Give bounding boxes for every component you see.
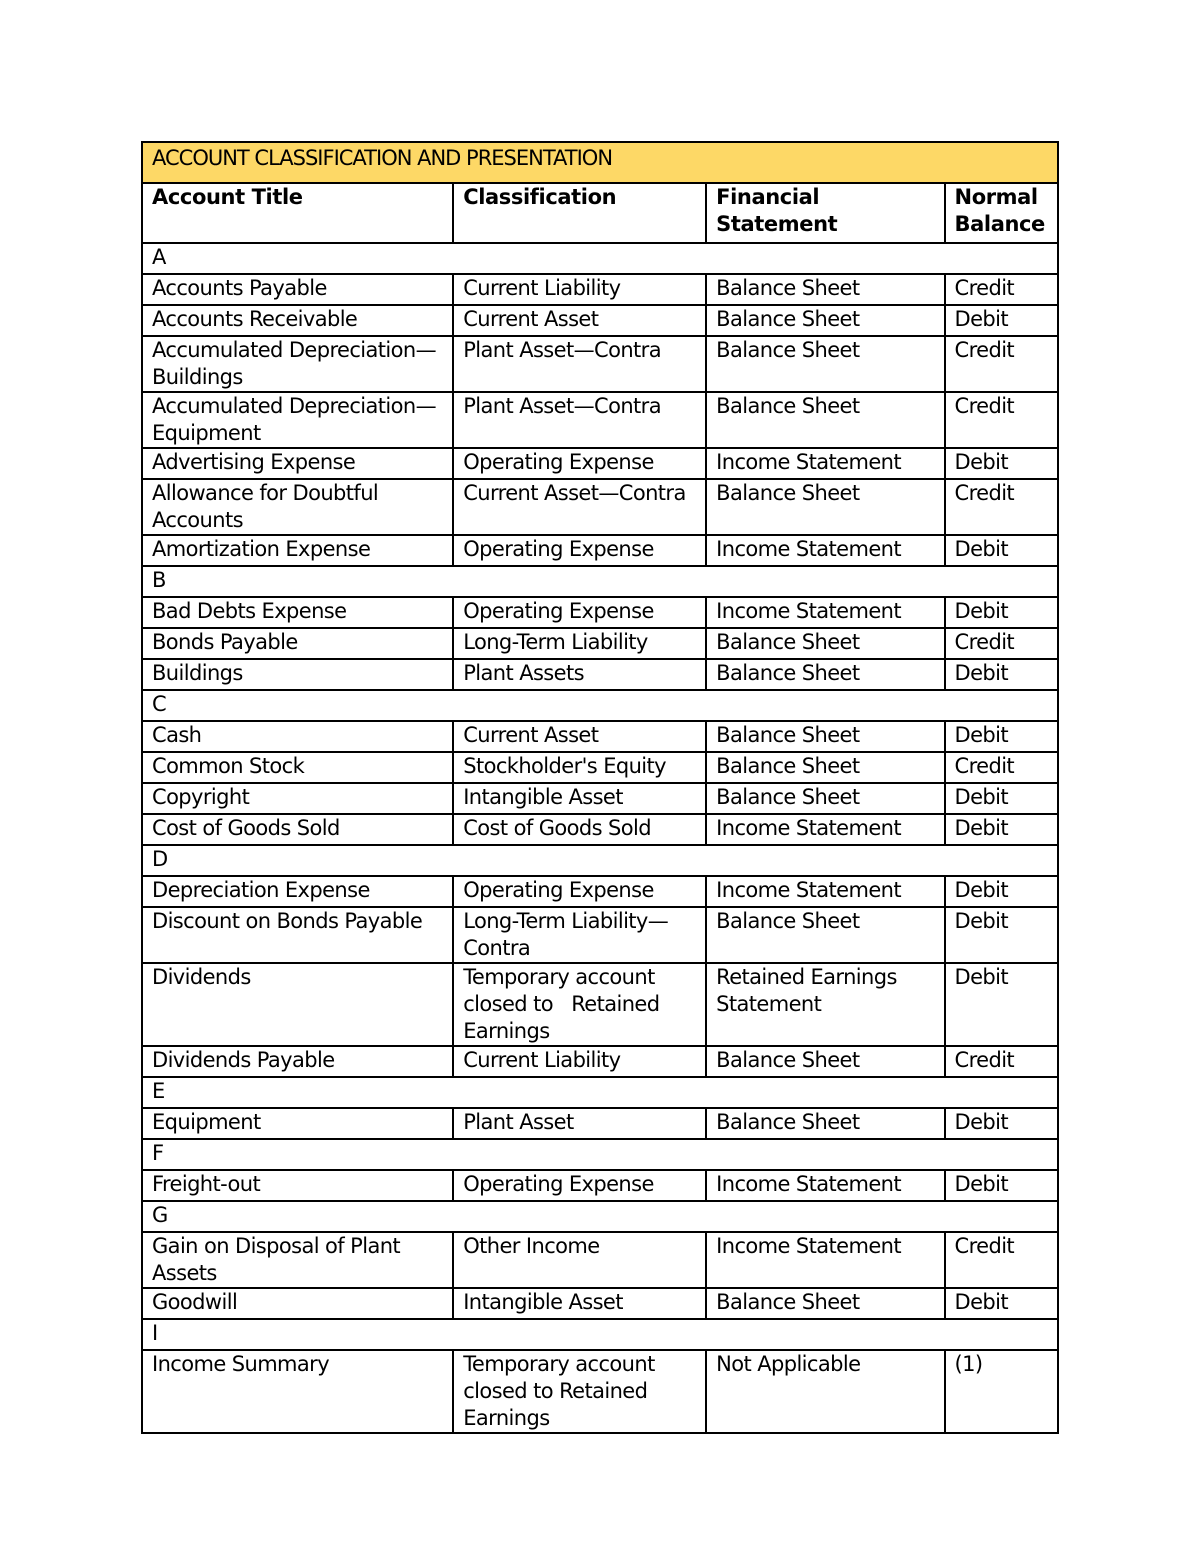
normal-balance-cell: Debit: [945, 659, 1058, 690]
financial-statement-cell: Income Statement: [706, 1170, 944, 1201]
account-title-cell: Accounts Receivable: [142, 305, 453, 336]
table-row: [142, 535, 1058, 566]
financial-statement-cell: Balance Sheet: [706, 1046, 944, 1077]
header-classification-text: Classification: [463, 185, 617, 209]
normal-balance-cell: Credit: [945, 336, 1058, 392]
classification-cell: Other Income: [453, 1232, 706, 1288]
table-row: [142, 392, 1058, 448]
normal-balance-cell: Debit: [945, 814, 1058, 845]
normal-balance-cell: Credit: [945, 1046, 1058, 1077]
table-row: [142, 479, 1058, 535]
normal-balance-cell: Debit: [945, 597, 1058, 628]
financial-statement-cell: Balance Sheet: [706, 628, 944, 659]
table-row: [142, 783, 1058, 814]
classification-cell: Operating Expense: [453, 535, 706, 566]
account-title-cell: Discount on Bonds Payable: [142, 907, 453, 963]
classification-cell: Current Asset: [453, 721, 706, 752]
header-financial-statement: [706, 183, 944, 243]
classification-cell: Plant Asset: [453, 1108, 706, 1139]
account-title-cell: Goodwill: [142, 1288, 453, 1319]
section-letter-row: [142, 1077, 1058, 1108]
account-title-cell: Copyright: [142, 783, 453, 814]
header-financial-statement-line2: Statement: [716, 212, 838, 236]
financial-statement-cell: Balance Sheet: [706, 721, 944, 752]
table-row: [142, 814, 1058, 845]
financial-statement-cell: Balance Sheet: [706, 1108, 944, 1139]
classification-cell: Current Liability: [453, 274, 706, 305]
account-classification-table: [141, 141, 1059, 1434]
normal-balance-cell: Debit: [945, 783, 1058, 814]
account-title-cell: Buildings: [142, 659, 453, 690]
account-title-cell: Cash: [142, 721, 453, 752]
normal-balance-cell: Debit: [945, 1170, 1058, 1201]
classification-cell: Operating Expense: [453, 876, 706, 907]
financial-statement-cell: Balance Sheet: [706, 336, 944, 392]
financial-statement-cell: Income Statement: [706, 597, 944, 628]
financial-statement-cell: Balance Sheet: [706, 907, 944, 963]
account-title-cell: Gain on Disposal of Plant Assets: [142, 1232, 453, 1288]
classification-cell: Plant Asset—Contra: [453, 336, 706, 392]
classification-cell: Long-Term Liability— Contra: [453, 907, 706, 963]
section-letter-row: [142, 1139, 1058, 1170]
header-classification: [453, 183, 706, 243]
section-letter: E: [142, 1077, 1058, 1108]
table-row: [142, 963, 1058, 1046]
header-normal-balance-line1: Normal: [954, 185, 1038, 209]
financial-statement-cell: Balance Sheet: [706, 392, 944, 448]
financial-statement-cell: Balance Sheet: [706, 479, 944, 535]
financial-statement-cell: Balance Sheet: [706, 783, 944, 814]
financial-statement-cell: Income Statement: [706, 814, 944, 845]
account-title-cell: Accumulated Depreciation— Buildings: [142, 336, 453, 392]
classification-cell: Operating Expense: [453, 448, 706, 479]
classification-cell: Temporary account closed to Retained Earnings: [453, 1350, 706, 1433]
classification-cell: Current Asset: [453, 305, 706, 336]
financial-statement-cell: Balance Sheet: [706, 305, 944, 336]
section-letter: B: [142, 566, 1058, 597]
section-letter: G: [142, 1201, 1058, 1232]
table-row: [142, 1170, 1058, 1201]
table-title: ACCOUNT CLASSIFICATION AND PRESENTATION: [142, 142, 1058, 183]
header-row: [142, 183, 1058, 243]
section-letter: F: [142, 1139, 1058, 1170]
normal-balance-cell: Debit: [945, 721, 1058, 752]
classification-cell: Intangible Asset: [453, 783, 706, 814]
normal-balance-cell: Credit: [945, 479, 1058, 535]
header-normal-balance-line2: Balance: [954, 212, 1045, 236]
section-letter-row: [142, 845, 1058, 876]
table-row: [142, 907, 1058, 963]
account-title-cell: Depreciation Expense: [142, 876, 453, 907]
financial-statement-cell: Balance Sheet: [706, 1288, 944, 1319]
section-letter: D: [142, 845, 1058, 876]
normal-balance-cell: Credit: [945, 274, 1058, 305]
financial-statement-cell: Balance Sheet: [706, 752, 944, 783]
table-row: [142, 448, 1058, 479]
account-title-cell: Bonds Payable: [142, 628, 453, 659]
account-title-cell: Common Stock: [142, 752, 453, 783]
normal-balance-cell: Debit: [945, 876, 1058, 907]
account-title-cell: Cost of Goods Sold: [142, 814, 453, 845]
section-letter-row: [142, 1319, 1058, 1350]
normal-balance-cell: Debit: [945, 535, 1058, 566]
normal-balance-cell: Debit: [945, 305, 1058, 336]
classification-cell: Operating Expense: [453, 597, 706, 628]
title-row: [142, 142, 1058, 183]
account-title-cell: Equipment: [142, 1108, 453, 1139]
section-letter: A: [142, 243, 1058, 274]
normal-balance-cell: Credit: [945, 392, 1058, 448]
account-title-cell: Allowance for Doubtful Accounts: [142, 479, 453, 535]
header-account-title: [142, 183, 453, 243]
header-normal-balance: [945, 183, 1058, 243]
account-title-cell: Freight-out: [142, 1170, 453, 1201]
table-row: [142, 752, 1058, 783]
financial-statement-cell: Not Applicable: [706, 1350, 944, 1433]
financial-statement-cell: Balance Sheet: [706, 274, 944, 305]
account-title-cell: Dividends: [142, 963, 453, 1046]
section-letter: C: [142, 690, 1058, 721]
table-row: [142, 876, 1058, 907]
header-financial-statement-line1: Financial: [716, 185, 820, 209]
table-row: [142, 305, 1058, 336]
table-row: [142, 1046, 1058, 1077]
table-row: [142, 1350, 1058, 1433]
financial-statement-cell: Income Statement: [706, 535, 944, 566]
normal-balance-cell: Credit: [945, 1232, 1058, 1288]
normal-balance-cell: Debit: [945, 1288, 1058, 1319]
normal-balance-cell: Debit: [945, 448, 1058, 479]
financial-statement-cell: Retained Earnings Statement: [706, 963, 944, 1046]
account-title-cell: Bad Debts Expense: [142, 597, 453, 628]
classification-cell: Current Liability: [453, 1046, 706, 1077]
account-title-cell: Advertising Expense: [142, 448, 453, 479]
table-row: [142, 1108, 1058, 1139]
classification-cell: Temporary account closed to Retained Earnings: [453, 963, 706, 1046]
classification-cell: Plant Asset—Contra: [453, 392, 706, 448]
table-body: [142, 243, 1058, 1433]
classification-cell: Long-Term Liability: [453, 628, 706, 659]
account-title-cell: Accumulated Depreciation— Equipment: [142, 392, 453, 448]
table-row: [142, 1232, 1058, 1288]
financial-statement-cell: Balance Sheet: [706, 659, 944, 690]
normal-balance-cell: Credit: [945, 752, 1058, 783]
normal-balance-cell: Debit: [945, 907, 1058, 963]
section-letter-row: [142, 690, 1058, 721]
table-row: [142, 659, 1058, 690]
financial-statement-cell: Income Statement: [706, 448, 944, 479]
table-row: [142, 721, 1058, 752]
header-account-title-text: Account Title: [152, 185, 303, 209]
section-letter-row: [142, 1201, 1058, 1232]
normal-balance-cell: Debit: [945, 963, 1058, 1046]
account-title-cell: Income Summary: [142, 1350, 453, 1433]
classification-cell: Intangible Asset: [453, 1288, 706, 1319]
classification-cell: Stockholder's Equity: [453, 752, 706, 783]
normal-balance-cell: Debit: [945, 1108, 1058, 1139]
section-letter-row: [142, 566, 1058, 597]
classification-cell: Operating Expense: [453, 1170, 706, 1201]
table-row: [142, 274, 1058, 305]
table-row: [142, 1288, 1058, 1319]
normal-balance-cell: (1): [945, 1350, 1058, 1433]
account-title-cell: Accounts Payable: [142, 274, 453, 305]
table-row: [142, 597, 1058, 628]
classification-cell: Current Asset—Contra: [453, 479, 706, 535]
table-row: [142, 336, 1058, 392]
account-title-cell: Dividends Payable: [142, 1046, 453, 1077]
normal-balance-cell: Credit: [945, 628, 1058, 659]
section-letter: I: [142, 1319, 1058, 1350]
classification-cell: Cost of Goods Sold: [453, 814, 706, 845]
section-letter-row: [142, 243, 1058, 274]
financial-statement-cell: Income Statement: [706, 876, 944, 907]
financial-statement-cell: Income Statement: [706, 1232, 944, 1288]
account-title-cell: Amortization Expense: [142, 535, 453, 566]
table-row: [142, 628, 1058, 659]
classification-cell: Plant Assets: [453, 659, 706, 690]
